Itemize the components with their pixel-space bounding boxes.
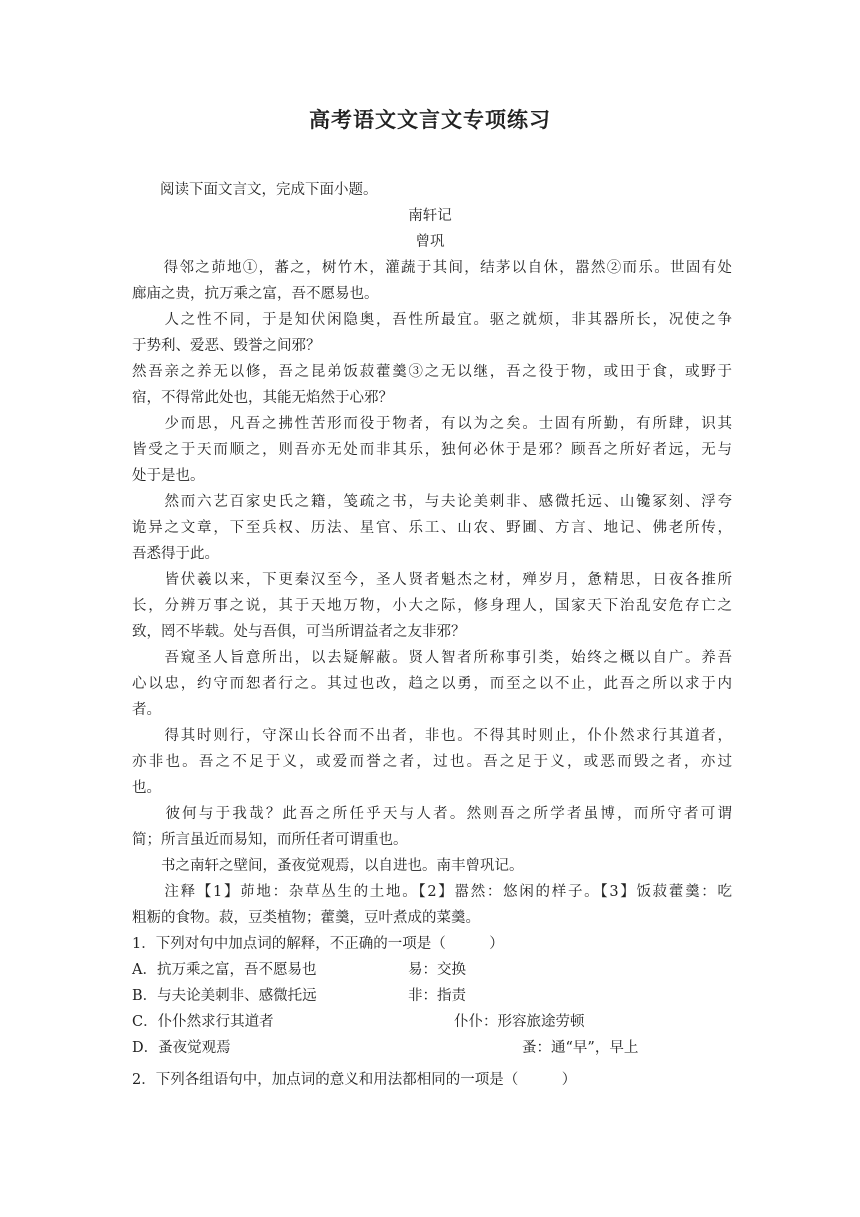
essay-author: 曾巩: [415, 234, 445, 250]
option-text: C．仆仆然求行其道者: [132, 1014, 274, 1030]
essay-line: 诡异之文章，下至兵权、历法、星官、乐工、山农、野圃、方言、地记、佛老所传，: [132, 520, 732, 536]
essay-line: 然吾亲之养无以修，吾之昆弟饭菽藿羹③之无以继，吾之役于物，或田于食，或野于: [132, 364, 732, 380]
option-gloss: 仆仆：形容旅途劳顿: [454, 1014, 585, 1030]
option-text: D．蚤夜觉观焉: [132, 1040, 231, 1056]
essay-line: 于势利、爱恶、毁誉之间邪？: [132, 338, 321, 354]
question-2: 2．下列各组语句中，加点词的意义和用法都相同的一项是（ ）: [132, 1072, 577, 1088]
option-gloss: 非：指责: [408, 988, 466, 1004]
essay-line: 皆伏羲以来，下更秦汉至今，圣人贤者魁杰之材，殚岁月，惫精思，日夜各推所: [132, 572, 732, 588]
option-gloss: 蚤：通“早”，早上: [522, 1040, 639, 1056]
essay-title: 南轩记: [408, 208, 452, 224]
essay-line: 人之性不同，于是知伏闲隐奥，吾性所最宜。驱之就烦，非其器所长，况使之争: [132, 312, 732, 328]
essay-line: 彼何与于我哉？此吾之所任乎天与人者。然则吾之所学者虽博，而所守者可谓: [132, 806, 732, 822]
essay-line: 书之南轩之壁间，蚤夜觉观焉，以自进也。南丰曾巩记。: [132, 858, 524, 874]
essay-line: 皆受之于天而顺之，则吾亦无处而非其乐，独何必休于是邪？顾吾之所好者远，无与: [132, 442, 732, 458]
essay-line: 得其时则行，守深山长谷而不出者，非也。不得其时则止，仆仆然求行其道者，: [132, 728, 732, 744]
essay-line: 者。: [132, 702, 161, 718]
essay-line: 致，罔不毕载。处与吾俱，可当所谓益者之友非邪？: [132, 624, 466, 640]
option-text: A．抗万乘之富，吾不愿易也: [132, 962, 317, 978]
essay-line: 少而思，凡吾之拂性苦形而役于物者，有以为之矣。士固有所勤，有所肆，识其: [132, 416, 732, 432]
option-gloss: 易：交换: [408, 962, 466, 978]
option-text: B．与夫论美刺非、感微托远: [132, 988, 317, 1004]
essay-line: 得邻之茆地①，蕃之，树竹木，灌蔬于其间，结茅以自休，嚣然②而乐。世固有处: [132, 260, 732, 276]
intro-text: 阅读下面文言文，完成下面小题。: [160, 182, 378, 198]
essay-line: 吾悉得于此。: [132, 546, 219, 562]
essay-line: 宿，不得常此处也，其能无焰然于心邪？: [132, 390, 393, 406]
page-title: 高考语文文言文专项练习: [309, 107, 551, 132]
essay-line: 长，分辨万事之说，其于天地万物，小大之际，修身理人，国家天下治乱安危存亡之: [132, 598, 732, 614]
essay-line: 心以忠，约守而恕者行之。其过也改，趋之以勇，而至之以不止，此吾之所以求于内: [132, 676, 732, 692]
essay-line: 吾窥圣人旨意所出，以去疑解蔽。贤人智者所称事引类，始终之概以自广。养吾: [132, 650, 732, 666]
essay-line: 亦非也。吾之不足于义，或爱而誉之者，过也。吾之足于义，或恶而毁之者，亦过: [132, 754, 732, 770]
essay-line: 粗粝的食物。菽，豆类植物；藿羹，豆叶煮成的菜羹。: [132, 910, 480, 926]
essay-line: 简；所言虽近而易知，而所任者可谓重也。: [132, 832, 408, 848]
essay-line: 廊庙之贵，抗万乘之富，吾不愿易也。: [132, 286, 379, 302]
essay-line: 也。: [132, 780, 161, 796]
essay-line: 注释【1】茆地：杂草丛生的土地。【2】嚣然：悠闲的样子。【3】饭菽藿羹：吃: [132, 884, 732, 900]
essay-line: 然而六艺百家史氏之籍，笺疏之书，与夫论美刺非、感微托远、山镵冢刻、浮夸: [132, 494, 732, 510]
essay-line: 1．下列对句中加点词的解释，不正确的一项是（ ）: [132, 936, 504, 952]
essay-line: 处于是也。: [132, 468, 205, 484]
